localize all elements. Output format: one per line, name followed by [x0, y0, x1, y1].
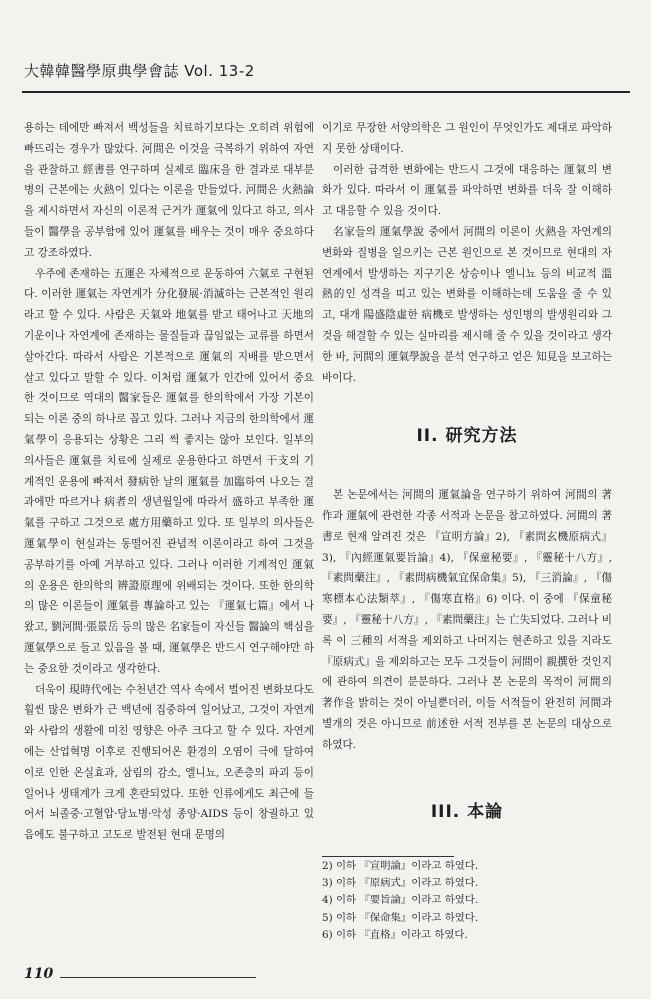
footnote: 4) 이하 『要旨論』이라고 하였다. — [322, 894, 479, 907]
body-paragraph: 용하는 데에만 빠져서 백성들을 치료하기보다는 오히려 위험에 빠뜨리는 경우가 많았다. 河間은 이것을 극복하기 위하여 자연을 관찰하고 經書를 연구하며 실제로 臨床을 한 결과로 대부분 병의 근본에는 火熱이 있다는 이론을 만들었다. 河間은 火熱論을 제시하면서 자신의 이론적 근거가 運氣에 있다고 하고, 의사들이 醫學을 공부함에 있어 運氣를 배우는 것이 매우 중요하다고 강조하였다. — [24, 122, 314, 259]
body-paragraph: 名家들의 運氣學說 중에서 河間의 이론이 火熱을 자연계의 변화와 질병을 일으키는 근본 원인으로 본 것이므로 현대의 자연계에서 발생하는 지구기온 상승이나 엘니뇨 등의 비교적 溫熱的인 성격을 띠고 있는 변화를 이해하는데 도움을 줄 수 있고, 대개 陽盛陰虛한 病機로 발생하는 성인병의 발생원리와 그것을 해결할 수 있는 실마리를 제시해 줄 수 있을 것이라고 생각한 바, 河間의 運氣學說을 분석 연구하고 얻은 知見을 보고하는 바이다. — [322, 225, 612, 384]
footnote: 2) 이하 『宣明論』이라고 하였다. — [322, 860, 479, 872]
footer-rule — [60, 977, 256, 978]
footnote: 5) 이하 『保命集』이라고 하였다. — [322, 911, 479, 924]
body-paragraph: 이러한 급격한 변화에는 반드시 그것에 대응하는 運氣의 변화가 있다. 따라서 이 運氣를 파악하면 변화를 더욱 잘 이해하고 대응할 수 있을 것이다. — [322, 163, 612, 218]
left-column — [24, 118, 314, 846]
body-paragraph: 본 논문에서는 河間의 運氣論을 연구하기 위하여 河間의 著作과 運氣에 관련한 각종 서적과 논문을 참고하였다. 河間의 著書로 현재 알려진 것은 『宣明方論』2), 『素問玄機原病式』3), 『內經運氣要旨論』4), 『保童秘要』, 『靈秘十八方』, 『素問藥注』, 『素問病機氣宜保命集』5), 『三消論』, 『傷寒標本心法類萃』, 『傷寒直格』6) 이다. 이 중에 『保童秘要』, 『靈秘十八方』, 『素問藥注』는 亡失되었다. 그러나 비록 이 三種의 서적을 제외하고 나머지는 현존하고 있을 지라도 『原病式』을 제외하고는 모두 그것들이 河間이 親撰한 것인지에 관하여 의견이 분분하다. 그러나 본 논문의 목적이 河間의 著作을 밝히는 것이 아닐뿐더러, 이들 서적들이 완전히 河間과 별개의 것은 아니므로 前述한 서적 전부를 본 논문의 대상으로 하였다. — [322, 489, 612, 751]
footnotes — [322, 858, 612, 944]
journal-header: 大韓韓醫學原典學會誌 Vol. 13-2 — [24, 62, 255, 80]
page-number: 110 — [24, 966, 54, 982]
body-paragraph: 더욱이 現時代에는 수천년간 역사 속에서 벌어진 변화보다도 훨씬 많은 변화가 근 백년에 집중하여 일어났고, 그것이 자연계와 사람의 생활에 미친 영향은 아주 크다고 할 수 있다. 자연계에는 산업혁명 이후로 진행되어온 환경의 오염이 극에 달하여 이로 인한 온실효과, 삼림의 감소, 엘니뇨, 오존층의 파괴 등이 일어나 생태계가 크게 혼란되었다. 또한 인류에게도 최근에 들어서 뇌졸중·고혈압·당뇨병·악성 종양·AIDS 등이 창궐하고 있음에도 불구하고 고도로 발전된 현대 문명의 — [24, 683, 314, 842]
body-paragraph: 이기로 무장한 서양의학은 그 원인이 무엇인가도 제대로 파악하지 못한 상태이다. — [322, 122, 612, 155]
body-paragraph: 우주에 존재하는 五運은 자체적으로 운동하여 六氣로 구현된다. 이러한 運氣는 자연계가 分化發展·消滅하는 근본적인 원리라고 할 수 있다. 사람은 天氣와 地氣를 받고 태어나고 天地의 기운이나 자연계에 존재하는 물질들과 끊임없는 교류를 하면서 살아간다. 따라서 사람은 기본적으로 運氣의 지배를 받으면서 살고 있다고 말할 수 있다. 이처럼 運氣가 인간에 있어서 중요한 것이므로 역대의 醫家들은 運氣를 한의학에서 가장 기본이 되는 이론 중의 하나로 꼽고 있다. 그러나 지금의 한의학에서 運氣學이 응용되는 상황은 그리 썩 좋지는 않아 보인다. 일부의 의사들은 運氣를 치료에 실제로 운용한다고 하면서 干支의 기계적인 운용에 빠져서 發病한 날의 運氣를 加臨하여 나오는 결과에만 따르거나 病者의 생년월일에 따라서 盛하고 부족한 運氣를 구하고 그것으로 處方用藥하고 있다. 또 일부의 의사들은 運氣學이 현실과는 동떨어진 관념적 이론이라고 하여 그것을 공부하기를 아예 거부하고 있다. 그러나 이러한 기계적인 運氣의 운용은 한의학의 辨證原理에 위배되는 것이다. 또한 한의학의 많은 이론들이 運氣를 專論하고 있는 『運氣七篇』에서 나왔고, 劉河間·張景岳 등의 많은 名家들이 자신들 醫論의 핵심을 運氣學으로 들고 있음을 볼 때, 運氣學은 반드시 연구해야만 하는 중요한 것이라고 생각한다. — [24, 267, 315, 675]
header-rule — [22, 91, 630, 93]
footnote-rule — [322, 856, 454, 857]
footnote: 3) 이하 『原病式』이라고 하였다. — [322, 877, 479, 890]
right-column — [322, 118, 612, 822]
section-heading-methods: II. 研究方法 — [416, 426, 518, 447]
footnote: 6) 이하 『直格』이라고 하였다. — [322, 928, 468, 941]
section-heading-main: III. 本論 — [430, 801, 504, 822]
